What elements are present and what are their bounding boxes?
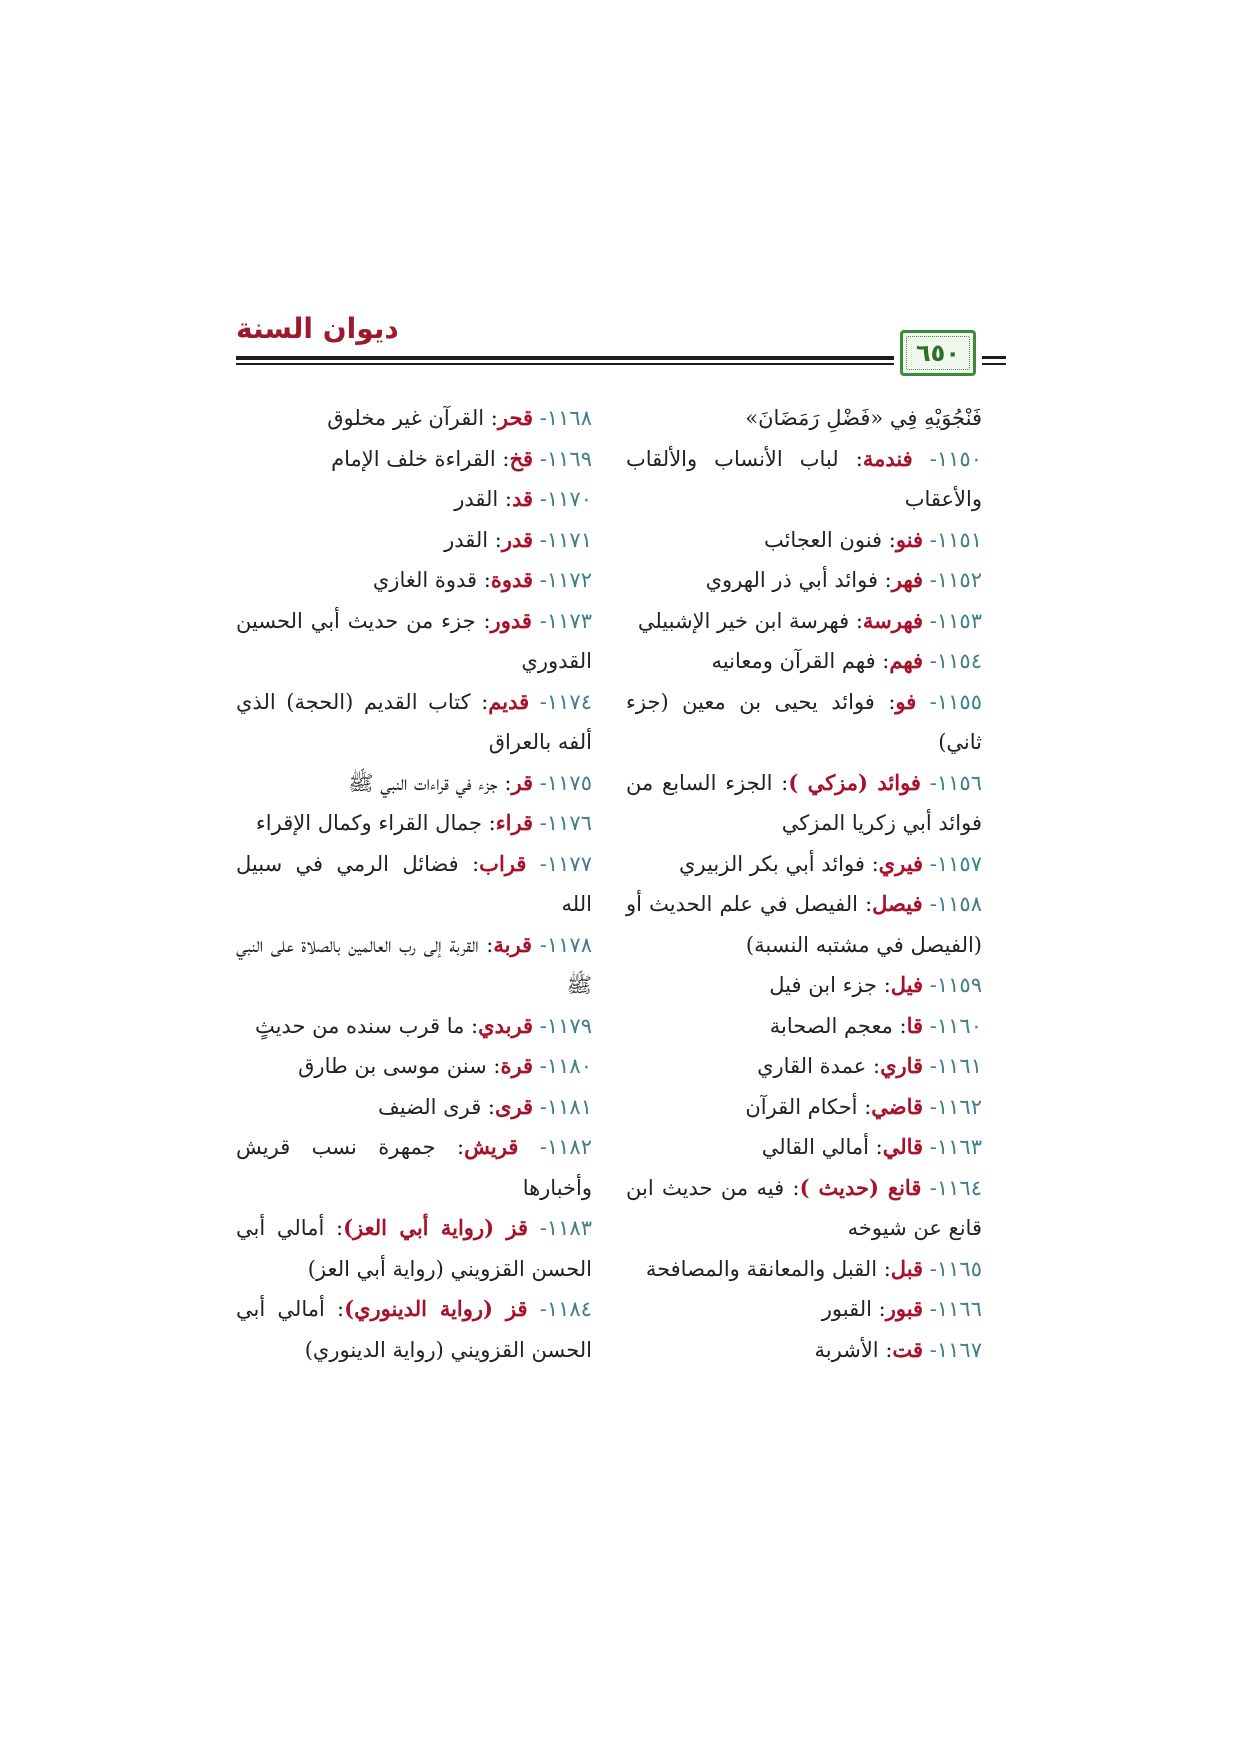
entry-number: ١١٧٦- [539,811,592,835]
header-rule [236,356,894,360]
entry-title: الفيصل في علم الحديث أو (الفيصل في مشتبه النسبة) [626,892,982,957]
entry-title: الأشربة [814,1337,879,1362]
header-rule [236,363,894,365]
entry-abbreviation: قرة [500,1053,534,1078]
page-header [236,312,1006,374]
index-entry: ١١٦٥- قبل: القبل والمعانقة والمصافحة [645,1255,982,1281]
entry-number: ١١٥٦- [929,770,982,795]
entry-abbreviation: قرى [495,1093,534,1119]
entry-title: أمالي أبي الحسن القزويني (رواية الدينوري) [236,1297,592,1362]
entry-number: ١١٥٢- [929,568,982,592]
index-entry: ١١٧٣- قدور: جزء من حديث أبي الحسين القدوري [236,607,592,673]
index-entry: ١١٥٢- فهر: فوائد أبي ذر الهروي [705,567,982,592]
index-entry: ١١٦٠- قا: معجم الصحابة [769,1012,982,1038]
entry-title: فوائد أبي بكر الزبيري [679,851,865,876]
entry-abbreviation: فيصل [872,891,923,916]
index-entry: ١١٥٧- فيري: فوائد أبي بكر الزبيري [679,850,982,876]
index-entry: ١١٥٦- فوائد (مزكي ): الجزء السابع من فوائد أبي زكريا المزكي [626,769,982,835]
entry-title: جزء في قراءات النبي ﷺ [348,770,498,795]
entry-abbreviation: قراب [479,850,527,876]
entry-title: أحكام القرآن [745,1094,858,1119]
index-entry: ١١٨٢- قريش: جمهرة نسب قريش وأخبارها [236,1134,592,1200]
entry-title: جزء ابن فيل [769,973,878,997]
index-entry: ١١٧١- قدر: القدر [444,526,592,552]
index-entry: ١١٧٠- قد: القدر [454,486,592,511]
entry-abbreviation: قبور [885,1296,924,1321]
entry-list [236,398,592,1370]
entry-abbreviation: قالي [882,1134,924,1159]
entry-abbreviation: فيل [890,972,924,997]
entry-number: ١١٦٢- [929,1094,982,1119]
book-title: ديوان السنة [236,312,399,345]
page-number: ٦٥٠ [916,339,960,367]
entry-abbreviation: فنو [895,526,924,552]
entry-number: ١١٧٠- [539,487,592,511]
entry-number: ١١٥٣- [929,608,982,633]
entry-title: فضائل الرمي في سبيل الله [236,851,592,916]
entry-title: جمهرة نسب قريش وأخبارها [236,1135,592,1200]
entry-number: ١١٦١- [929,1054,982,1078]
entry-number: ١١٥٥- [929,689,982,714]
entry-title: لباب الأنساب والألقاب والأعقاب [626,446,982,511]
entry-number: ١١٥٠- [929,446,982,471]
entry-abbreviation: قخ [509,445,534,471]
entry-abbreviation: قز (رواية أبي العز) [343,1215,529,1240]
entry-title: فنون العجائب [763,527,883,552]
index-entry: ١١٦٣- قالي: أمالي القالي [761,1134,982,1159]
entry-number: ١١٧١- [539,527,592,552]
entry-abbreviation: فندمة [862,445,913,471]
entry-number: ١١٨٠- [539,1054,592,1078]
entry-abbreviation: قبل [890,1255,924,1281]
entry-title: القدر [454,487,499,511]
entry-title: القدر [444,527,489,552]
entry-title: فهم القرآن ومعانيه [711,649,876,673]
index-entry: ١١٨١- قرى: قرى الضيف [377,1093,592,1119]
index-entry: ١١٥٥- فو: فوائد يحيى بن معين (جزء ثاني) [626,688,982,754]
index-entry: ١١٥٣- فهرسة: فهرسة ابن خير الإشبيلي [637,607,982,633]
entry-number: ١١٦٠- [929,1013,982,1038]
entry-number: ١١٧٩- [539,1013,592,1038]
index-entry: ١١٧٤- قديم: كتاب القديم (الحجة) الذي ألفه بالعراق [236,688,592,754]
entry-abbreviation: قاري [880,1053,924,1078]
entry-abbreviation: فوائد (مزكي ) [788,769,921,795]
entry-list [626,439,982,1371]
page-number-frame [900,330,976,376]
entry-title: القربة إلى رب العالمين بالصلاة على النبي ﷺ [236,932,592,997]
entry-abbreviation: قت [892,1336,924,1362]
entry-number: ١١٨٤- [539,1297,592,1321]
entry-number: ١١٦٥- [929,1256,982,1281]
entry-title: فوائد أبي ذر الهروي [705,568,878,592]
entry-title: القبل والمعانقة والمصافحة [645,1256,878,1281]
index-entry: ١١٨٠- قرة: سنن موسى بن طارق [298,1053,592,1078]
entry-abbreviation: فو [895,688,917,714]
entry-number: ١١٨٣- [539,1216,592,1240]
left-column [236,398,592,1370]
index-entry: ١١٦٧- قت: الأشربة [814,1336,982,1362]
index-entry: ١١٥٤- فهم: فهم القرآن ومعانيه [711,648,982,673]
entry-title: سنن موسى بن طارق [298,1054,487,1078]
entry-title: عمدة القاري [757,1054,867,1078]
entry-number: ١١٦٣- [929,1135,982,1159]
entry-number: ١١٧٢- [539,568,592,592]
entry-abbreviation: قربدي [478,1012,534,1038]
index-entry: ١١٥٠- فندمة: لباب الأنساب والألقاب والأعقاب [626,445,982,511]
continuation-text: فَنْجُوَيْهِ فِي «فَضْلِ رَمَضَانَ» [745,406,982,430]
index-entry: ١١٨٤- قز (رواية الدينوري): أمالي أبي الحسن القزويني (رواية الدينوري) [236,1296,592,1362]
entry-abbreviation: قدوة [490,567,534,592]
entry-number: ١١٧٣- [539,608,592,633]
entry-abbreviation: قحر [497,405,534,430]
entry-abbreviation: فهر [891,567,924,592]
index-entry: ١١٨٣- قز (رواية أبي العز): أمالي أبي الحسن القزويني (رواية أبي العز) [236,1215,592,1281]
entry-title: القرآن غير مخلوق [327,406,485,430]
index-entry: ١١٦٢- قاضي: أحكام القرآن [745,1093,982,1119]
entry-abbreviation: قدر [501,526,534,552]
index-entry: ١١٦٦- قبور: القبور [821,1296,982,1321]
index-entry: ١١٧٦- قراء: جمال القراء وكمال الإقراء [255,810,592,835]
entry-title: قرى الضيف [377,1094,482,1119]
index-entry: ١١٧٥- قر: جزء في قراءات النبي ﷺ [348,769,592,795]
entry-title: فيه من حديث ابن قانع عن شيوخه [626,1175,982,1240]
header-rule [982,356,1006,359]
entry-number: ١١٦٦- [929,1297,982,1321]
index-entry: ١١٧٩- قربدي: ما قرب سنده من حديثٍ [254,1012,592,1038]
index-entry: ١١٧٨- قربة: القربة إلى رب العالمين بالصلاة على النبي ﷺ [236,931,592,997]
entry-number: ١١٥١- [929,527,982,552]
entry-abbreviation: قانع (حديث ) [799,1174,922,1200]
entry-title: القراءة خلف الإمام [331,446,496,471]
right-column [626,398,982,1370]
entry-title: القبور [821,1297,872,1321]
entry-abbreviation: قز (رواية الدينوري) [344,1296,528,1321]
entry-abbreviation: فيري [878,850,924,876]
entry-number: ١١٥٤- [929,649,982,673]
entry-number: ١١٧٤- [539,689,592,714]
entry-abbreviation: قد [512,486,534,511]
entry-abbreviation: قاضي [871,1093,924,1119]
index-entry: ١١٥١- فنو: فنون العجائب [763,526,982,552]
entry-abbreviation: قريش [464,1134,519,1159]
entry-title: كتاب القديم (الحجة) الذي ألفه بالعراق [236,689,592,754]
entry-abbreviation: قدور [490,607,532,633]
entry-abbreviation: قر [511,769,534,795]
entry-title: معجم الصحابة [769,1013,893,1038]
entry-number: ١١٨٢- [539,1135,592,1159]
entry-abbreviation: قا [906,1012,924,1038]
index-entry: ١١٦٤- قانع (حديث ): فيه من حديث ابن قانع عن شيوخه [626,1174,982,1240]
entry-title: جزء من حديث أبي الحسين القدوري [236,608,592,673]
entry-title: فهرسة ابن خير الإشبيلي [637,608,850,633]
entry-abbreviation: قربة [493,931,533,957]
header-rule [982,363,1006,365]
entry-abbreviation: قراء [495,810,534,835]
index-entry: ١١٦١- قاري: عمدة القاري [757,1053,982,1078]
entry-title: جمال القراء وكمال الإقراء [255,811,482,835]
index-entry: ١١٥٨- فيصل: الفيصل في علم الحديث أو (الفيصل في مشتبه النسبة) [626,891,982,957]
entry-title: فوائد يحيى بن معين (جزء ثاني) [626,689,982,754]
entry-number: ١١٦٤- [929,1175,982,1200]
entry-number: ١١٨١- [539,1094,592,1119]
index-entry: ١١٧٢- قدوة: قدوة الغازي [372,567,592,592]
entry-title: ما قرب سنده من حديثٍ [254,1013,465,1038]
entry-title: أمالي القالي [761,1135,869,1159]
entry-abbreviation: قديم [488,688,530,714]
entry-number: ١١٦٨- [539,406,592,430]
entry-number: ١١٧٨- [539,932,592,957]
entry-title: الجزء السابع من فوائد أبي زكريا المزكي [626,770,982,835]
entry-title: قدوة الغازي [372,568,478,592]
index-entry: ١١٥٩- فيل: جزء ابن فيل [769,972,982,997]
entry-number: ١١٦٩- [539,446,592,471]
index-entry: ١١٦٩- قخ: القراءة خلف الإمام [331,445,592,471]
index-entry: ١١٦٨- قحر: القرآن غير مخلوق [327,405,592,430]
entry-abbreviation: فهم [889,648,924,673]
entry-number: ١١٥٨- [929,892,982,916]
entry-number: ١١٧٥- [539,770,592,795]
entry-title: أمالي أبي الحسن القزويني (رواية أبي العز) [236,1216,592,1281]
entry-abbreviation: فهرسة [862,607,924,633]
index-entry: ١١٧٧- قراب: فضائل الرمي في سبيل الله [236,850,592,916]
entry-number: ١١٥٩- [929,973,982,997]
entry-number: ١١٦٧- [929,1337,982,1362]
entry-number: ١١٧٧- [539,851,592,876]
entry-number: ١١٥٧- [929,851,982,876]
